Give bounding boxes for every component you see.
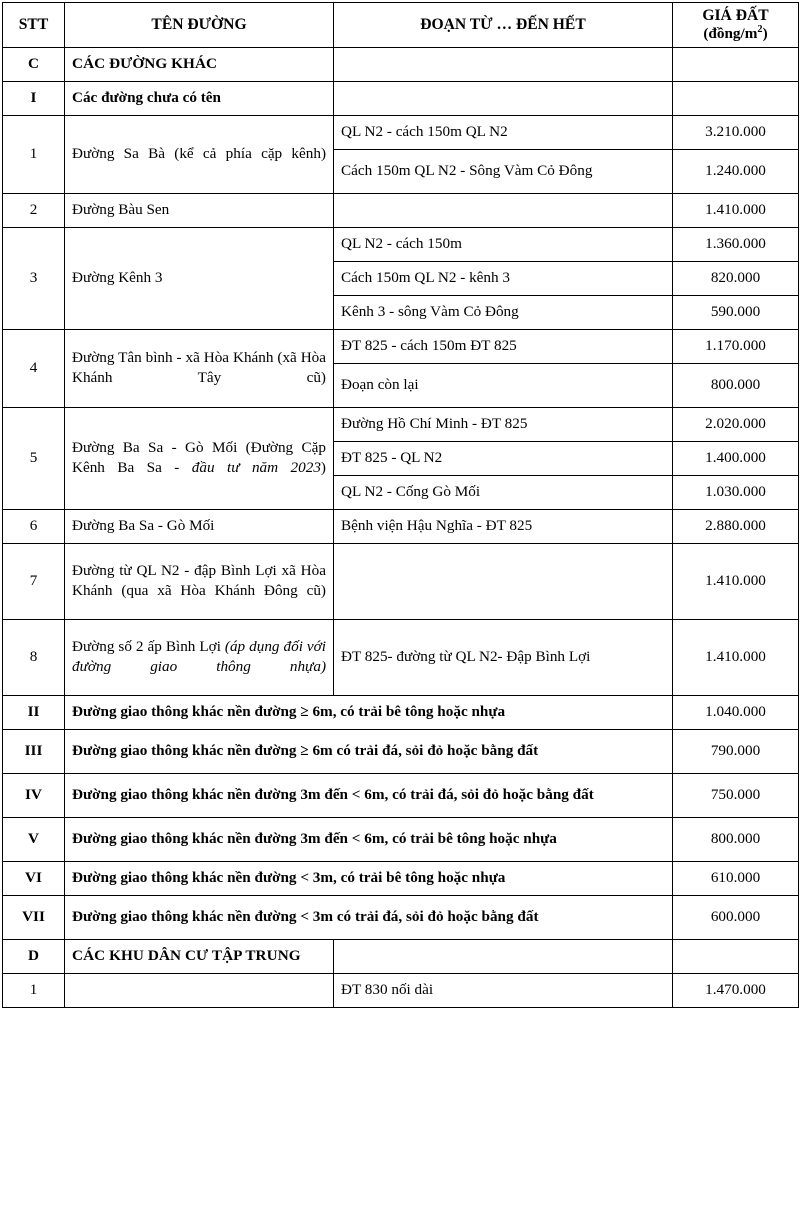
row-price: 1.170.000 <box>673 329 799 363</box>
row-stt: VII <box>3 895 65 939</box>
table-row-group-c <box>3 47 799 81</box>
row-stt: 2 <box>3 193 65 227</box>
table-header <box>3 3 799 48</box>
road-name-note: đầu tư năm 2023 <box>191 459 321 477</box>
row-stt: III <box>3 729 65 773</box>
row-stt: 1 <box>3 115 65 193</box>
row-road-name: Đường từ QL N2 - đập Bình Lợi xã Hòa Khánh (qua xã Hòa Khánh Đông cũ) <box>65 543 334 619</box>
row-stt: IV <box>3 773 65 817</box>
row-price: 1.410.000 <box>673 193 799 227</box>
row-segment <box>334 939 673 973</box>
road-name-plain: Đường số 2 ấp Bình Lợi <box>72 638 225 656</box>
row-segment: QL N2 - cách 150m <box>334 227 673 261</box>
column-header-stt: STT <box>3 3 65 48</box>
row-stt: 8 <box>3 619 65 695</box>
table-row <box>3 115 799 149</box>
row-stt: I <box>3 81 65 115</box>
row-segment: Cách 150m QL N2 - kênh 3 <box>334 261 673 295</box>
row-segment <box>334 543 673 619</box>
row-stt: 4 <box>3 329 65 407</box>
row-road-name: Đường Ba Sa - Gò Mối <box>65 509 334 543</box>
row-stt: 1 <box>3 973 65 1007</box>
row-segment <box>334 47 673 81</box>
row-price: 3.210.000 <box>673 115 799 149</box>
column-header-segment: ĐOẠN TỪ … ĐẾN HẾT <box>334 3 673 48</box>
row-description: Đường giao thông khác nền đường ≥ 6m có trải đá, sỏi đỏ hoặc bằng đất <box>65 729 673 773</box>
table-row-roman-vi <box>3 861 799 895</box>
row-segment: Kênh 3 - sông Vàm Cỏ Đông <box>334 295 673 329</box>
table-body <box>3 47 799 1007</box>
row-stt: VI <box>3 861 65 895</box>
row-segment: Đoạn còn lại <box>334 363 673 407</box>
row-price: 2.020.000 <box>673 407 799 441</box>
row-segment: ĐT 825 - QL N2 <box>334 441 673 475</box>
table-row <box>3 329 799 363</box>
table-row-roman-iv <box>3 773 799 817</box>
row-description: Đường giao thông khác nền đường ≥ 6m, có trải bê tông hoặc nhựa <box>65 695 673 729</box>
column-header-price <box>673 3 799 48</box>
row-description: Đường giao thông khác nền đường < 3m có trải đá, sỏi đỏ hoặc bằng đất <box>65 895 673 939</box>
row-segment <box>334 81 673 115</box>
row-stt: V <box>3 817 65 861</box>
row-road-name: Đường Sa Bà (kể cả phía cặp kênh) <box>65 115 334 193</box>
table-row-roman-vii <box>3 895 799 939</box>
row-description: Đường giao thông khác nền đường 3m đến < 6m, có trải đá, sỏi đỏ hoặc bằng đất <box>65 773 673 817</box>
row-road-name <box>65 619 334 695</box>
row-stt: D <box>3 939 65 973</box>
header-row <box>3 3 799 48</box>
table-row-roman-v <box>3 817 799 861</box>
row-segment: ĐT 825 - cách 150m ĐT 825 <box>334 329 673 363</box>
table-row <box>3 407 799 441</box>
row-price: 600.000 <box>673 895 799 939</box>
row-price <box>673 47 799 81</box>
row-road-name: CÁC ĐƯỜNG KHÁC <box>65 47 334 81</box>
row-road-name <box>65 973 334 1007</box>
price-unit-prefix: (đồng/m <box>703 25 758 43</box>
row-price: 1.400.000 <box>673 441 799 475</box>
row-price: 1.410.000 <box>673 619 799 695</box>
price-unit-exponent: 2 <box>757 23 763 35</box>
price-header-unit <box>680 25 791 44</box>
road-name-plain: Đường Ba Sa - Gò Mối (Đường Cặp Kênh Ba Sa - <box>72 439 326 477</box>
table-row-group-d <box>3 939 799 973</box>
row-description: Đường giao thông khác nền đường < 3m, có trải bê tông hoặc nhựa <box>65 861 673 895</box>
row-price: 1.360.000 <box>673 227 799 261</box>
row-price: 1.030.000 <box>673 475 799 509</box>
row-stt: 5 <box>3 407 65 509</box>
table-row-roman-iii <box>3 729 799 773</box>
row-price: 800.000 <box>673 363 799 407</box>
row-road-name: Đường Kênh 3 <box>65 227 334 329</box>
row-stt: 6 <box>3 509 65 543</box>
row-price: 1.040.000 <box>673 695 799 729</box>
row-road-name: Đường Bàu Sen <box>65 193 334 227</box>
row-price: 820.000 <box>673 261 799 295</box>
row-price: 590.000 <box>673 295 799 329</box>
row-price: 800.000 <box>673 817 799 861</box>
price-header-main: GIÁ ĐẤT <box>702 7 769 24</box>
row-price <box>673 81 799 115</box>
land-price-table <box>2 2 799 1008</box>
row-price: 750.000 <box>673 773 799 817</box>
row-stt: C <box>3 47 65 81</box>
column-header-road-name: TÊN ĐƯỜNG <box>65 3 334 48</box>
table-row <box>3 973 799 1007</box>
row-price: 610.000 <box>673 861 799 895</box>
row-price: 1.410.000 <box>673 543 799 619</box>
row-segment: Bệnh viện Hậu Nghĩa - ĐT 825 <box>334 509 673 543</box>
table-row <box>3 543 799 619</box>
road-name-tail: ) <box>320 459 326 477</box>
row-segment: Cách 150m QL N2 - Sông Vàm Cỏ Đông <box>334 149 673 193</box>
row-price: 1.470.000 <box>673 973 799 1007</box>
row-segment: ĐT 825- đường từ QL N2- Đập Bình Lợi <box>334 619 673 695</box>
row-road-name <box>65 407 334 509</box>
row-road-name: Các đường chưa có tên <box>65 81 334 115</box>
row-segment: ĐT 830 nối dài <box>334 973 673 1007</box>
table-row-roman-ii <box>3 695 799 729</box>
table-row <box>3 193 799 227</box>
row-segment: Đường Hồ Chí Minh - ĐT 825 <box>334 407 673 441</box>
table-row <box>3 509 799 543</box>
row-stt: 3 <box>3 227 65 329</box>
row-segment: QL N2 - Cống Gò Mối <box>334 475 673 509</box>
road-name-note: (áp dụng đối với đường giao thông nhựa) <box>72 638 326 676</box>
row-price <box>673 939 799 973</box>
row-road-name: Đường Tân bình - xã Hòa Khánh (xã Hòa Khánh Tây cũ) <box>65 329 334 407</box>
row-price: 790.000 <box>673 729 799 773</box>
row-road-name: CÁC KHU DÂN CƯ TẬP TRUNG <box>65 939 334 973</box>
row-stt: II <box>3 695 65 729</box>
row-price: 2.880.000 <box>673 509 799 543</box>
row-segment <box>334 193 673 227</box>
table-row <box>3 619 799 695</box>
row-stt: 7 <box>3 543 65 619</box>
table-row <box>3 227 799 261</box>
row-description: Đường giao thông khác nền đường 3m đến < 6m, có trải bê tông hoặc nhựa <box>65 817 673 861</box>
row-segment: QL N2 - cách 150m QL N2 <box>334 115 673 149</box>
row-price: 1.240.000 <box>673 149 799 193</box>
table-row-group-i <box>3 81 799 115</box>
price-unit-suffix: ) <box>762 25 768 43</box>
